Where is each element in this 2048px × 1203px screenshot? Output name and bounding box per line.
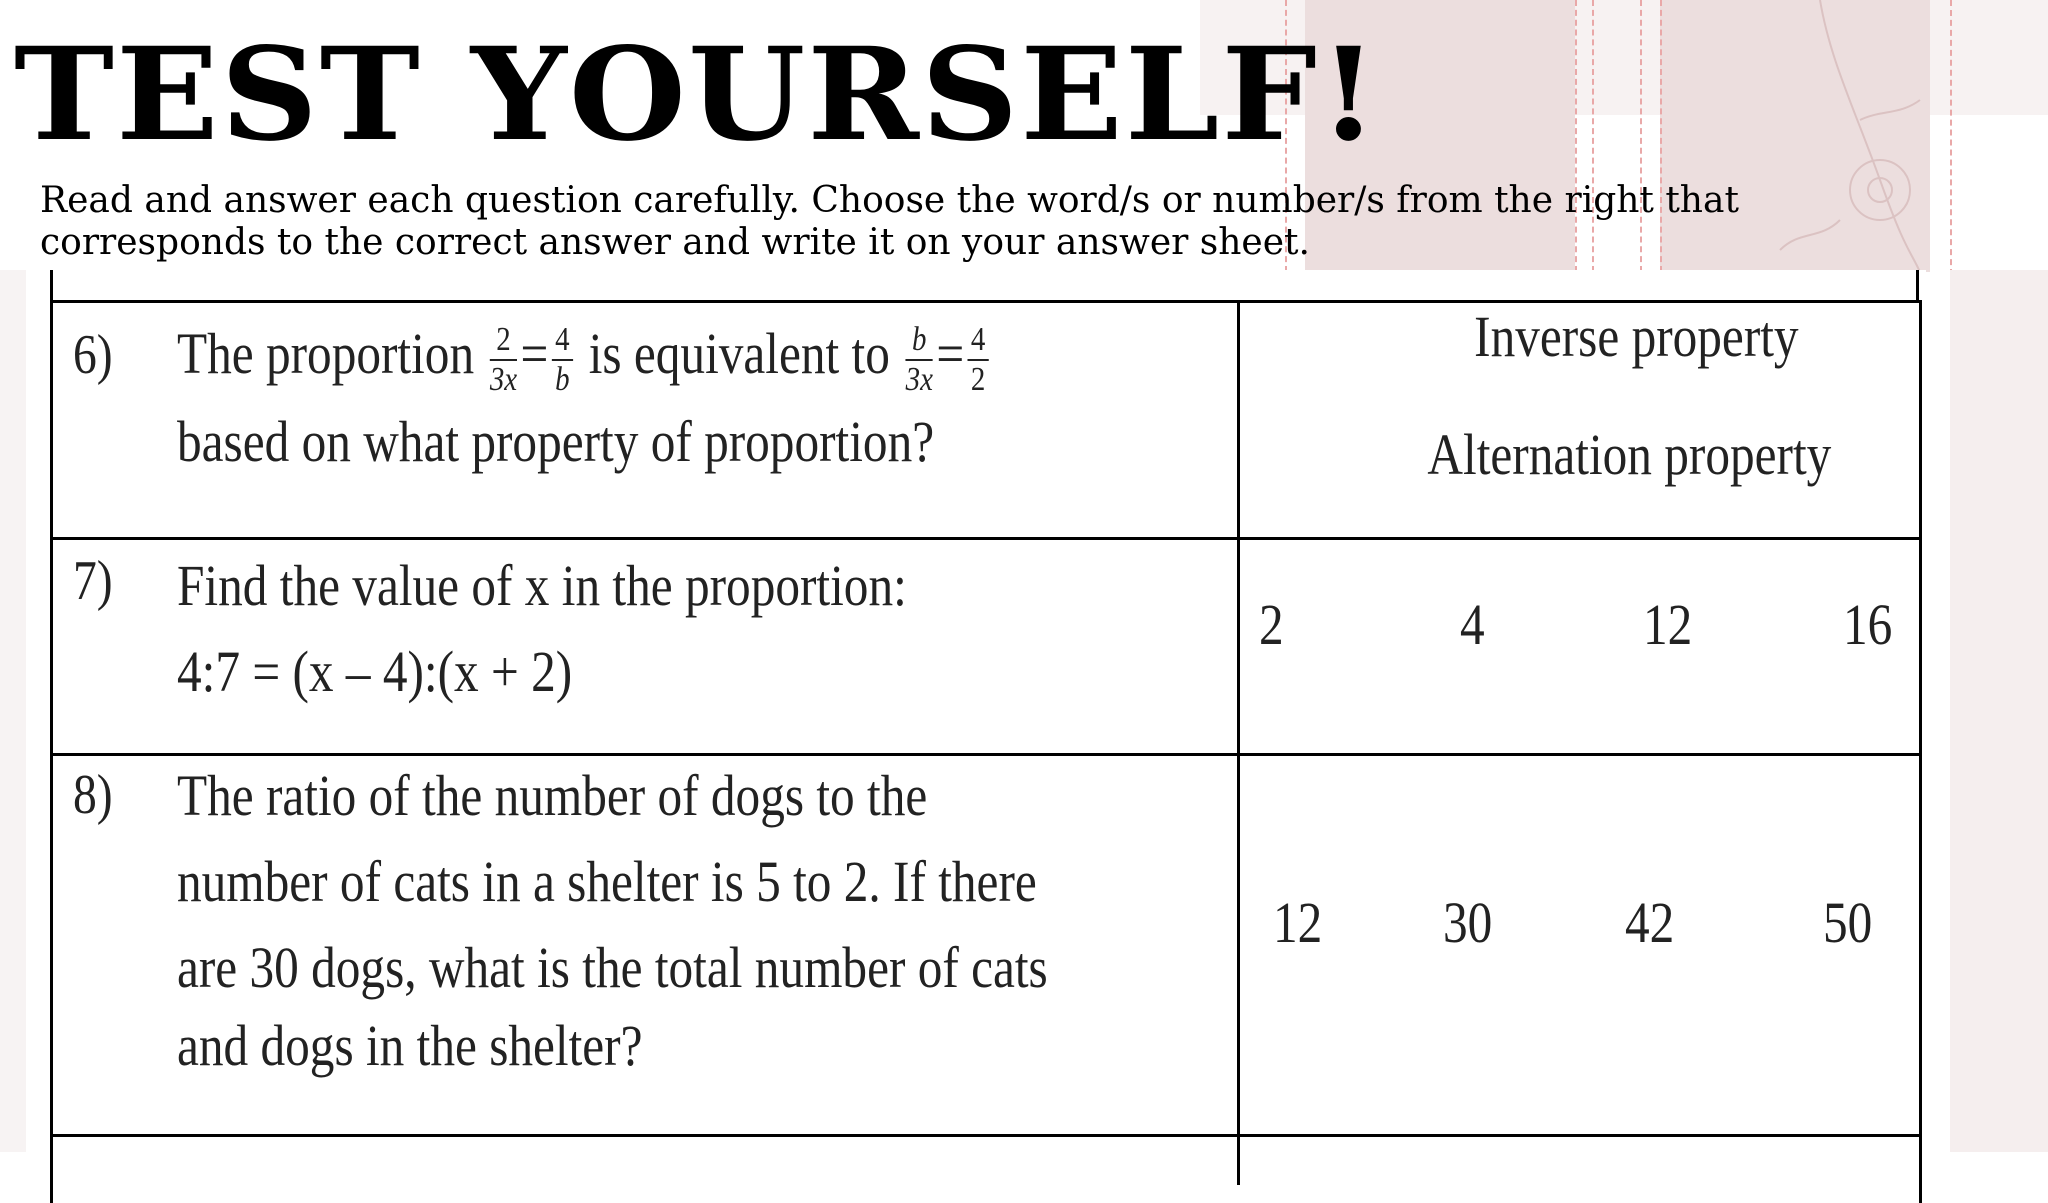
row-divider xyxy=(53,1134,1919,1137)
fraction-denominator: 3x xyxy=(489,360,518,398)
table-edge xyxy=(50,270,53,300)
answer-choice: 16 xyxy=(1843,592,1893,657)
answer-choice: 12 xyxy=(1273,890,1323,955)
question-text-part: based on what property of proportion? xyxy=(177,408,935,474)
fraction xyxy=(552,321,573,399)
question-text: Find the value of x in the proportion: xyxy=(177,553,907,618)
table-edge xyxy=(1916,270,1919,300)
question-text-part: is equivalent to xyxy=(588,321,890,386)
question-text: are 30 dogs, what is the total number of cats xyxy=(177,935,1048,1000)
fraction-denominator: 2 xyxy=(970,360,986,398)
question-number: 7) xyxy=(73,550,113,612)
question-number: 6) xyxy=(73,324,113,386)
question-text: The proportion $\frac{2}{3x}$ = $\frac{4}{b}$ is equivalent to $\frac{b}{3x}$ = $\frac{4}{2}$ based on what property of proportion? xyxy=(177,311,1231,485)
question-text: and dogs in the shelter? xyxy=(177,1013,643,1078)
fraction xyxy=(490,321,517,399)
question-text: The ratio of the number of dogs to the xyxy=(177,763,928,828)
answer-choice: 4 xyxy=(1460,592,1485,657)
decor-strip-left xyxy=(0,270,26,1152)
instructions-text: Read and answer each question carefully. Choose the word/s or number/s from the right that corresponds to the correct answer and write it on your answer sheet. xyxy=(40,180,1739,263)
fraction-numerator: b xyxy=(906,321,933,361)
question-text-part: The proportion xyxy=(177,321,475,386)
answer-choice: Inverse property xyxy=(1474,304,1799,369)
fraction-numerator: 2 xyxy=(490,321,517,361)
question-text: number of cats in a shelter is 5 to 2. If there xyxy=(177,849,1037,914)
answer-choice: 42 xyxy=(1625,890,1675,955)
fraction-numerator: 4 xyxy=(968,321,989,361)
answer-choice: Alternation property xyxy=(1427,422,1832,487)
fraction-numerator: 4 xyxy=(552,321,573,361)
fraction-denominator: 3x xyxy=(905,360,933,398)
page-title: TEST YOURSELF! xyxy=(14,20,1381,170)
answer-choice: 2 xyxy=(1259,592,1284,657)
row-divider xyxy=(53,537,1919,540)
fraction-denominator: b xyxy=(555,360,570,398)
question-table xyxy=(50,300,1922,1203)
decor-strip-right xyxy=(1950,270,2048,1152)
fraction xyxy=(906,321,933,399)
answer-choice: 12 xyxy=(1643,592,1693,657)
answer-choice: 30 xyxy=(1443,890,1493,955)
fraction xyxy=(968,321,989,399)
question-equation: 4:7 = (x – 4):(x + 2) xyxy=(177,639,573,704)
worksheet xyxy=(36,270,1926,1152)
question-number: 8) xyxy=(73,764,113,826)
answer-choice: 50 xyxy=(1823,890,1873,955)
column-divider xyxy=(1237,303,1240,1185)
